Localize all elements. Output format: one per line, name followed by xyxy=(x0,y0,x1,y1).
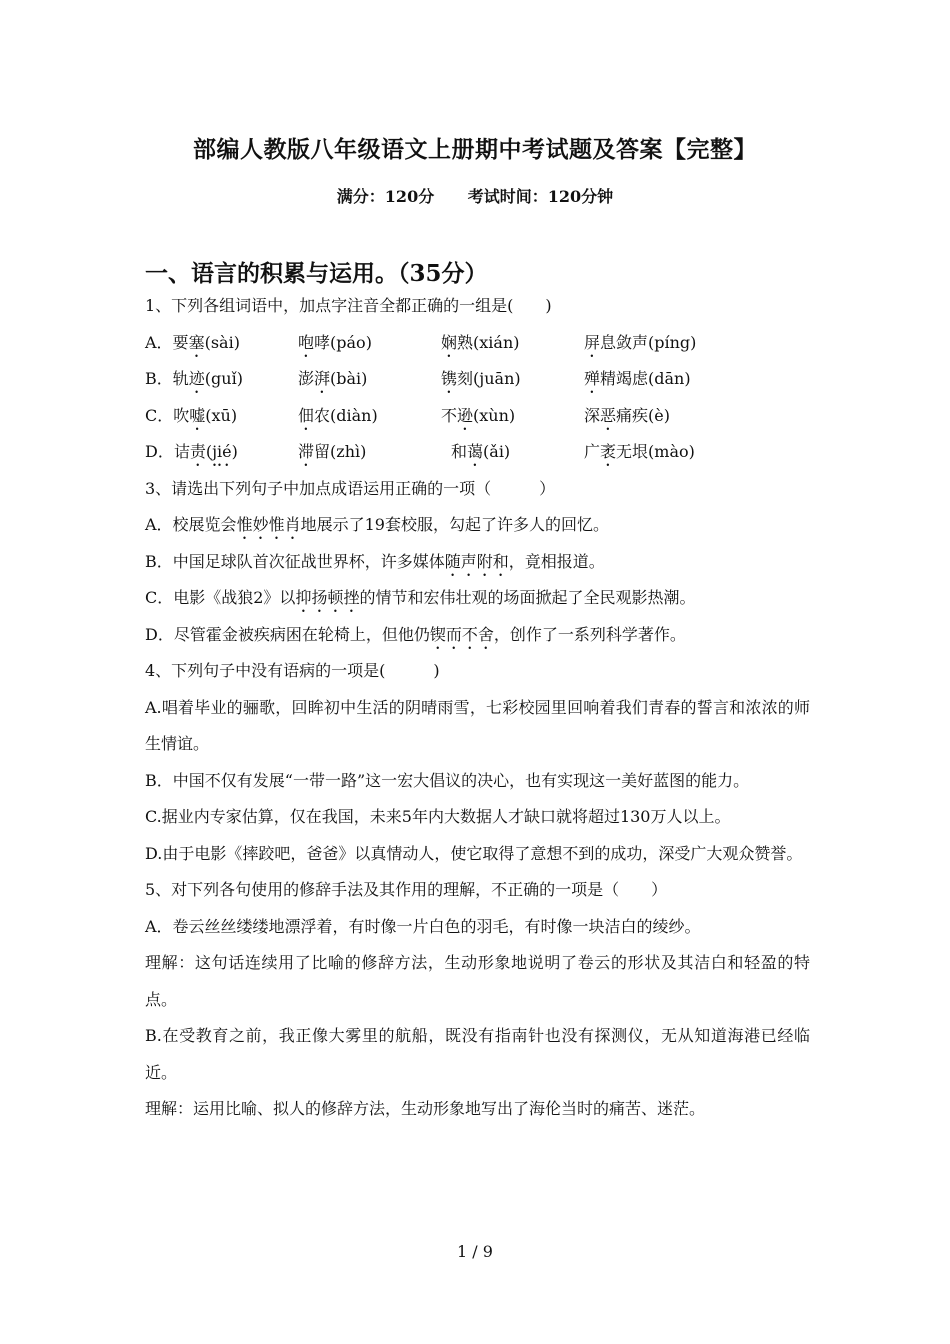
exam-info xyxy=(0,184,950,207)
question-3-option-b: B．中国足球队首次征战世界杯，许多媒体随声附和，竟相报道。 xyxy=(145,551,605,571)
question-1-option-b: B．轨迹(guǐ) 澎湃(bài) 镌刻(juān) 殚精竭虑(dān) xyxy=(145,369,691,388)
question-1-option-c: C．吹嘘(xū) 佃农(diàn) 不逊(xùn) 深恶痛疾(è) xyxy=(145,405,670,425)
question-4-stem: 4、下列句子中没有语病的一项是( ) xyxy=(145,661,440,680)
full-score: 满分：120分 xyxy=(336,187,435,206)
question-3-stem: 3、请选出下列句子中加点成语运用正确的一项（ ） xyxy=(145,478,556,498)
exam-time: 考试时间：120分钟 xyxy=(467,187,614,206)
question-4-option-d: D.由于电影《摔跤吧，爸爸》以真情动人，使它取得了意想不到的成功，深受广大观众赞誉。 xyxy=(145,843,803,863)
question-1-option-d: D．诘责(jié) 滞留(zhì) 和蔼(ǎi) 广袤无垠(mào) xyxy=(145,442,695,461)
question-5-option-b: B.在受教育之前，我正像大雾里的航船，既没有指南针也没有探测仪，无从知道海港已经临近。 xyxy=(145,1026,810,1082)
question-1-option-a: A．要塞(sài) 咆哮(páo) 娴熟(xián) 屏息敛声(píng) xyxy=(145,332,697,352)
question-3-option-d: D．尽管霍金被疾病困在轮椅上，但他仍锲而不舍，创作了一系列科学著作。 xyxy=(145,624,686,644)
page-title: 部编人教版八年级语文上册期中考试题及答案【完整】 xyxy=(193,136,757,163)
page-number: 1 / 9 xyxy=(457,1242,493,1261)
section-heading: 一、语言的积累与运用。（35分） xyxy=(145,260,488,287)
question-3-option-a: A．校展览会惟妙惟肖地展示了19套校服，勾起了许多人的回忆。 xyxy=(145,515,609,534)
question-3-option-c: C．电影《战狼2》以抑扬顿挫的情节和宏伟壮观的场面掀起了全民观影热潮。 xyxy=(145,588,696,607)
question-4-option-c: C.据业内专家估算，仅在我国，未来5年内大数据人才缺口就将超过130万人以上。 xyxy=(145,807,731,826)
question-5-option-b-note: 理解：运用比喻、拟人的修辞方法，生动形象地写出了海伦当时的痛苦、迷茫。 xyxy=(145,1099,706,1118)
questions xyxy=(145,288,810,1128)
question-4-option-a: A.唱着毕业的骊歌，回眸初中生活的阴晴雨雪，七彩校园里回响着我们青春的誓言和浓浓的师生情谊。 xyxy=(145,697,810,753)
question-4-option-b: B．中国不仅有发展“一带一路”这一宏大倡议的决心，也有实现这一美好蓝图的能力。 xyxy=(145,770,750,790)
question-5-option-a: A．卷云丝丝缕缕地漂浮着，有时像一片白色的羽毛，有时像一块洁白的绫纱。 xyxy=(145,916,701,936)
question-5-option-a-note: 理解：这句话连续用了比喻的修辞方法，生动形象地说明了卷云的形状及其洁白和轻盈的特点。 xyxy=(145,953,810,1009)
question-5-stem: 5、对下列各句使用的修辞手法及其作用的理解，不正确的一项是（ ） xyxy=(145,880,668,899)
question-1-stem: 1、下列各组词语中，加点字注音全都正确的一组是( ) xyxy=(145,296,552,315)
